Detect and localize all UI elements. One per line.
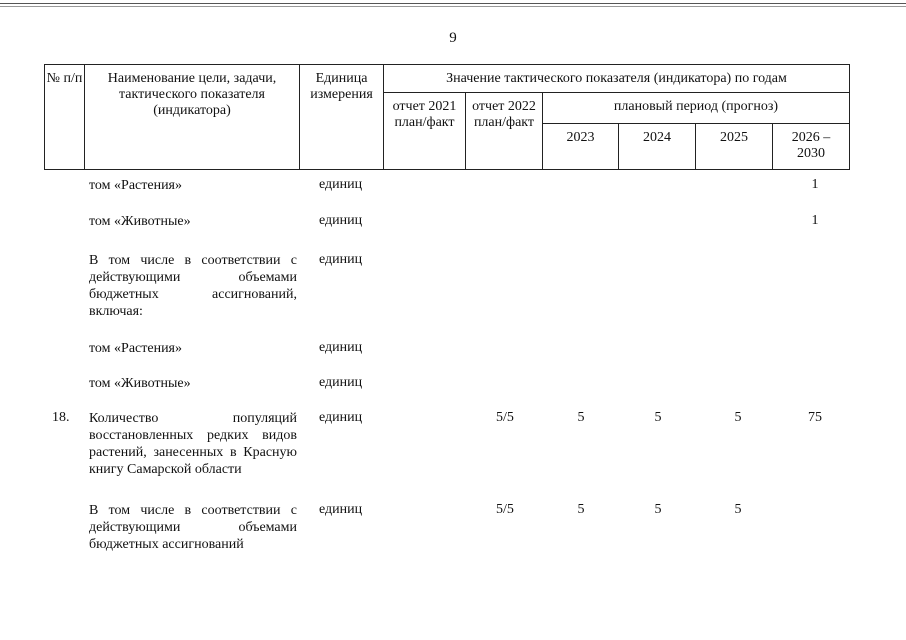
- top-border-line: [0, 3, 906, 4]
- row-value-2026: 1: [811, 177, 819, 192]
- row-unit: единиц: [319, 252, 363, 267]
- top-border-line-secondary: [0, 6, 906, 7]
- row-value-2025: 5: [734, 502, 742, 517]
- header-col-2022: отчет 2022 план/факт: [465, 92, 543, 170]
- row-value-2026: 1: [811, 213, 819, 228]
- row-value-2023: 5: [577, 410, 585, 425]
- header-col-plan: плановый период (прогноз): [542, 92, 850, 124]
- row-unit: единиц: [319, 375, 363, 390]
- row-value-2024: 5: [654, 410, 662, 425]
- row-unit: единиц: [319, 410, 363, 425]
- row-value-2024: 5: [654, 502, 662, 517]
- header-col-2021: отчет 2021 план/факт: [383, 92, 466, 170]
- row-name: том «Растения»: [89, 341, 182, 356]
- row-unit: единиц: [319, 177, 363, 192]
- row-name: В том числе в соответствии с действующими объемами бюджетных ассигнований, включая:: [89, 253, 297, 319]
- header-col-number: № п/п: [44, 64, 85, 170]
- row-name: том «Животные»: [89, 376, 191, 391]
- row-value-2025: 5: [734, 410, 742, 425]
- header-col-unit: Единица измерения: [299, 64, 384, 170]
- row-unit: единиц: [319, 502, 363, 517]
- row-name: том «Животные»: [89, 214, 191, 229]
- row-value-2022: 5/5: [496, 410, 514, 425]
- row-name: Количество популяций восстановленных редких видов растений, занесенных в Красную книгу Самарской области: [89, 411, 297, 477]
- row-name: В том числе в соответствии с действующими объемами бюджетных ассигнований: [89, 503, 297, 552]
- header-col-2026: 2026 – 2030: [772, 123, 850, 170]
- header-col-2024: 2024: [618, 123, 696, 170]
- row-value-2023: 5: [577, 502, 585, 517]
- row-unit: единиц: [319, 213, 363, 228]
- header-col-2023: 2023: [542, 123, 619, 170]
- header-col-values: Значение тактического показателя (индикатора) по годам: [383, 64, 850, 93]
- header-col-name: Наименование цели, задачи, тактического показателя (индикатора): [84, 64, 300, 170]
- row-value-2022: 5/5: [496, 502, 514, 517]
- row-name: том «Растения»: [89, 178, 182, 193]
- row-unit: единиц: [319, 340, 363, 355]
- row-number: 18.: [52, 410, 70, 425]
- header-col-2025: 2025: [695, 123, 773, 170]
- row-value-2026: 75: [808, 410, 822, 425]
- page-number: 9: [449, 30, 457, 46]
